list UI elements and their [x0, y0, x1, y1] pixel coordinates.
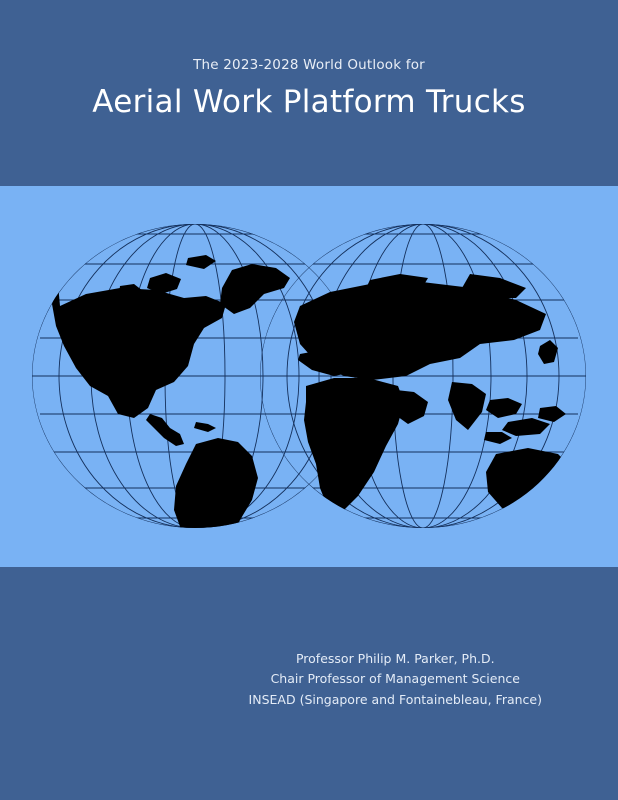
world-map-icon — [0, 186, 618, 567]
bottom-band — [0, 567, 618, 800]
author-affiliation: INSEAD (Singapore and Fontainebleau, France) — [248, 691, 542, 707]
title-band — [0, 0, 618, 186]
land-western-hemisphere — [52, 255, 290, 567]
globe-illustration-panel — [0, 186, 618, 567]
author-name: Professor Philip M. Parker, Ph.D. — [295, 651, 495, 666]
author-role: Chair Professor of Management Science — [270, 671, 520, 687]
author-block — [249, 649, 542, 710]
land-eastern-hemisphere — [294, 274, 592, 514]
page-title: Aerial Work Platform Trucks — [92, 84, 526, 120]
cover-subtitle: The 2023-2028 World Outlook for — [193, 57, 425, 73]
